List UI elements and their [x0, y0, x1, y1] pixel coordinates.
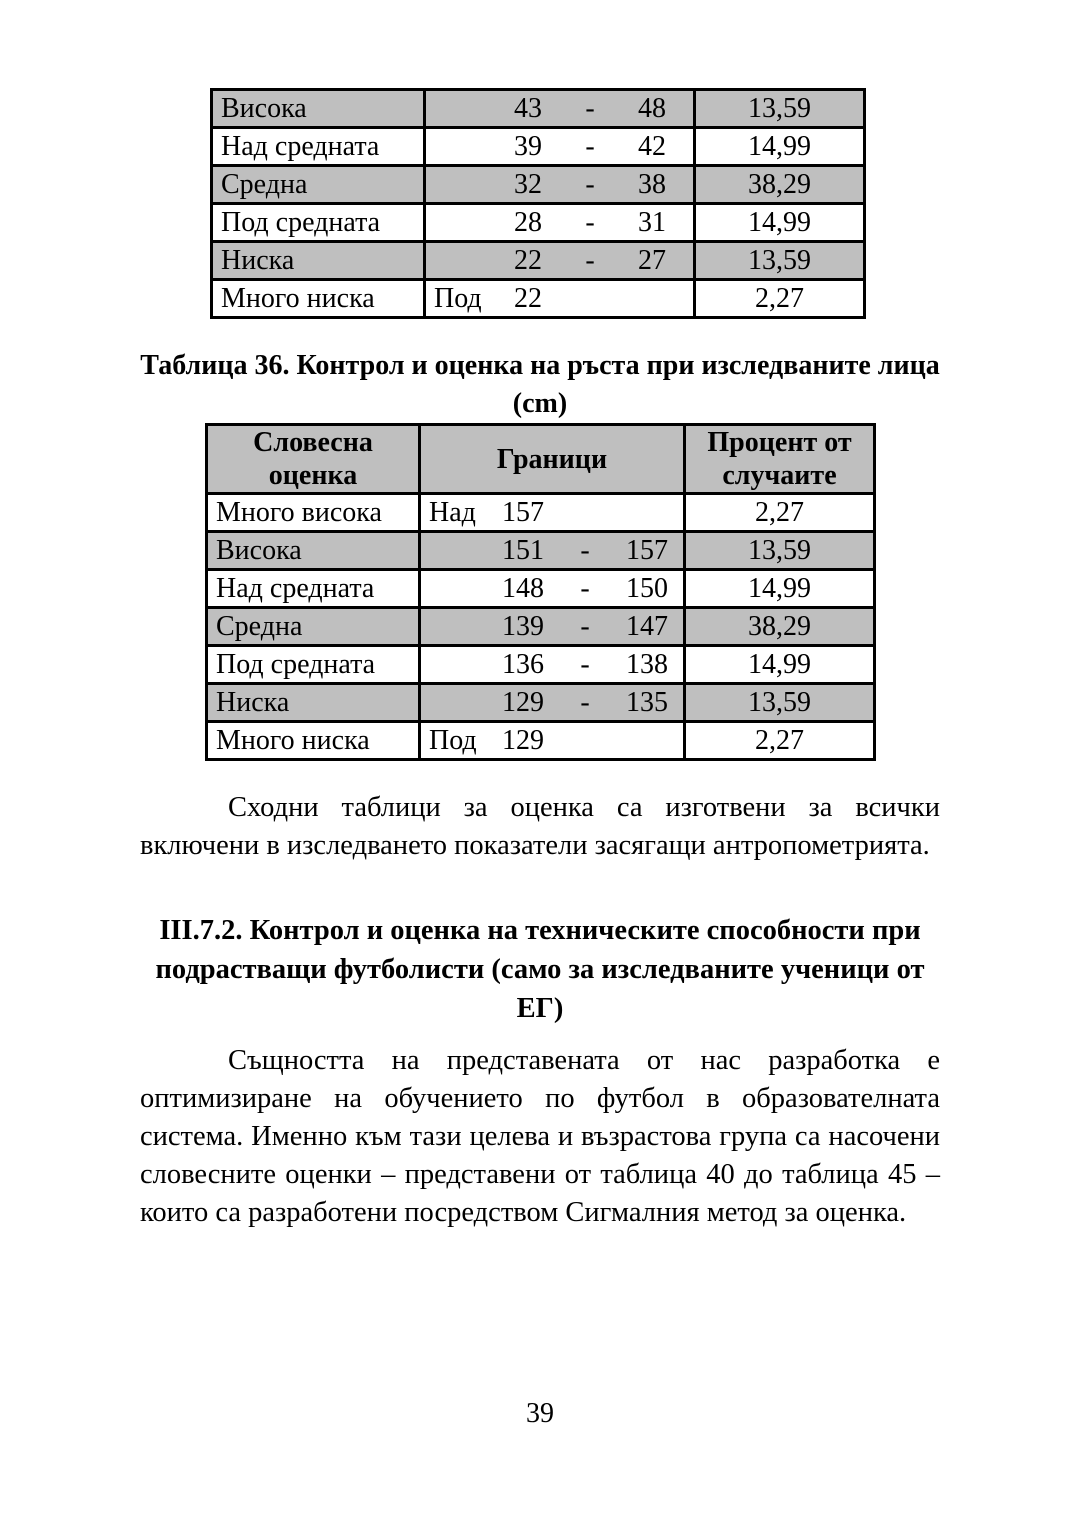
paragraph-antropometry: Сходни таблици за оценка са изготвени за всички включени в изследването показатели засягащи антропометрията. — [140, 792, 940, 861]
percent-cell: 13,59 — [683, 685, 873, 720]
bound-low: 22 — [514, 282, 542, 314]
table-row — [213, 126, 863, 164]
percent-cell: 2,27 — [693, 281, 863, 316]
verbal-score-cell: Над средната — [221, 130, 380, 162]
percent-cell: 2,27 — [683, 723, 873, 758]
bounds-cell — [423, 243, 693, 278]
bounds-cell — [418, 495, 683, 530]
percent-cell: 14,99 — [693, 129, 863, 164]
section-heading-iii-7-2: III.7.2. Контрол и оценка на техническите способности при подрастващи футболисти (само за изследваните ученици от ЕГ) — [155, 915, 925, 1024]
table-row — [213, 202, 863, 240]
bound-low: 32 — [514, 168, 542, 200]
verbal-score-cell: Много ниска — [221, 282, 375, 314]
bound-high: 27 — [638, 244, 666, 276]
percent-cell: 14,99 — [683, 647, 873, 682]
verbal-score-cell: Средна — [216, 610, 303, 642]
bound-low: 43 — [514, 92, 542, 124]
bound-high: 147 — [626, 610, 668, 642]
bound-dash: - — [585, 206, 595, 238]
percent-cell: 38,29 — [693, 167, 863, 202]
bounds-cell — [423, 167, 693, 202]
bound-prefix: Над — [429, 496, 476, 528]
percent-cell: 2,27 — [683, 495, 873, 530]
percent-cell: 13,59 — [693, 91, 863, 126]
bounds-cell — [418, 609, 683, 644]
header-verbal-score: Словесна оценка — [253, 427, 373, 491]
bound-high: 42 — [638, 130, 666, 162]
bounds-cell — [418, 685, 683, 720]
bound-dash: - — [585, 130, 595, 162]
bound-dash: - — [580, 572, 590, 604]
verbal-score-cell: Над средната — [216, 572, 375, 604]
bound-dash: - — [585, 92, 595, 124]
table36 — [205, 423, 876, 761]
bound-dash: - — [580, 648, 590, 680]
verbal-score-cell: Ниска — [221, 244, 295, 276]
bound-high: 157 — [626, 534, 668, 566]
table36-caption: Таблица 36. Контрол и оценка на ръста при изследваните лица (cm) — [140, 350, 940, 419]
verbal-score-cell: Висока — [216, 534, 302, 566]
bound-high: 48 — [638, 92, 666, 124]
header-percent: Процент от случаите — [683, 426, 873, 492]
bound-low: 148 — [502, 572, 544, 604]
bound-low: 157 — [502, 496, 544, 528]
paragraph-methodology: Същността на представената от нас разработка е оптимизиране на обучението по футбол в образователната система. Именно към тази целева и възрастова група са насочени словесните оценки – представени от таблица 40 до таблица 45 – които са разработени посредством Сигмалния метод за оценка. — [140, 1045, 940, 1228]
table-row — [208, 530, 873, 568]
verbal-score-cell: Ниска — [216, 686, 290, 718]
page-number: 39 — [526, 1398, 554, 1429]
percent-cell: 13,59 — [683, 533, 873, 568]
table-row — [213, 240, 863, 278]
verbal-score-cell: Под средната — [216, 648, 376, 680]
verbal-score-cell: Под средната — [221, 206, 381, 238]
bound-prefix: Под — [434, 282, 482, 314]
bounds-cell — [423, 91, 693, 126]
bound-high: 138 — [626, 648, 668, 680]
bounds-cell — [423, 129, 693, 164]
table-row — [208, 644, 873, 682]
bound-dash: - — [580, 610, 590, 642]
table-row — [208, 492, 873, 530]
bound-dash: - — [585, 168, 595, 200]
table-row — [213, 91, 863, 126]
percent-cell: 14,99 — [683, 571, 873, 606]
bound-low: 39 — [514, 130, 542, 162]
bound-prefix: Под — [429, 724, 477, 756]
table-row — [208, 682, 873, 720]
percent-cell: 38,29 — [683, 609, 873, 644]
bound-dash: - — [580, 686, 590, 718]
verbal-score-cell: Много висока — [216, 496, 382, 528]
bound-high: 135 — [626, 686, 668, 718]
header-bounds: Граници — [418, 426, 683, 492]
bounds-cell — [423, 205, 693, 240]
verbal-score-cell: Висока — [221, 92, 307, 124]
bounds-cell — [418, 723, 683, 758]
bound-low: 136 — [502, 648, 544, 680]
rating-table-continued — [210, 88, 866, 319]
table-row — [213, 164, 863, 202]
bound-low: 129 — [502, 724, 544, 756]
percent-cell: 14,99 — [693, 205, 863, 240]
table-row — [208, 568, 873, 606]
bounds-cell — [418, 571, 683, 606]
table-row — [208, 606, 873, 644]
table-row — [213, 278, 863, 316]
table36-header-row — [208, 426, 873, 492]
bound-dash: - — [580, 534, 590, 566]
table-row — [208, 720, 873, 758]
bounds-cell — [423, 281, 693, 316]
verbal-score-cell: Много ниска — [216, 724, 370, 756]
bound-low: 129 — [502, 686, 544, 718]
percent-cell: 13,59 — [693, 243, 863, 278]
bound-dash: - — [585, 244, 595, 276]
bound-high: 31 — [638, 206, 666, 238]
bounds-cell — [418, 647, 683, 682]
bound-high: 38 — [638, 168, 666, 200]
bound-low: 28 — [514, 206, 542, 238]
verbal-score-cell: Средна — [221, 168, 308, 200]
bound-high: 150 — [626, 572, 668, 604]
bound-low: 139 — [502, 610, 544, 642]
bounds-cell — [418, 533, 683, 568]
bound-low: 22 — [514, 244, 542, 276]
bound-low: 151 — [502, 534, 544, 566]
